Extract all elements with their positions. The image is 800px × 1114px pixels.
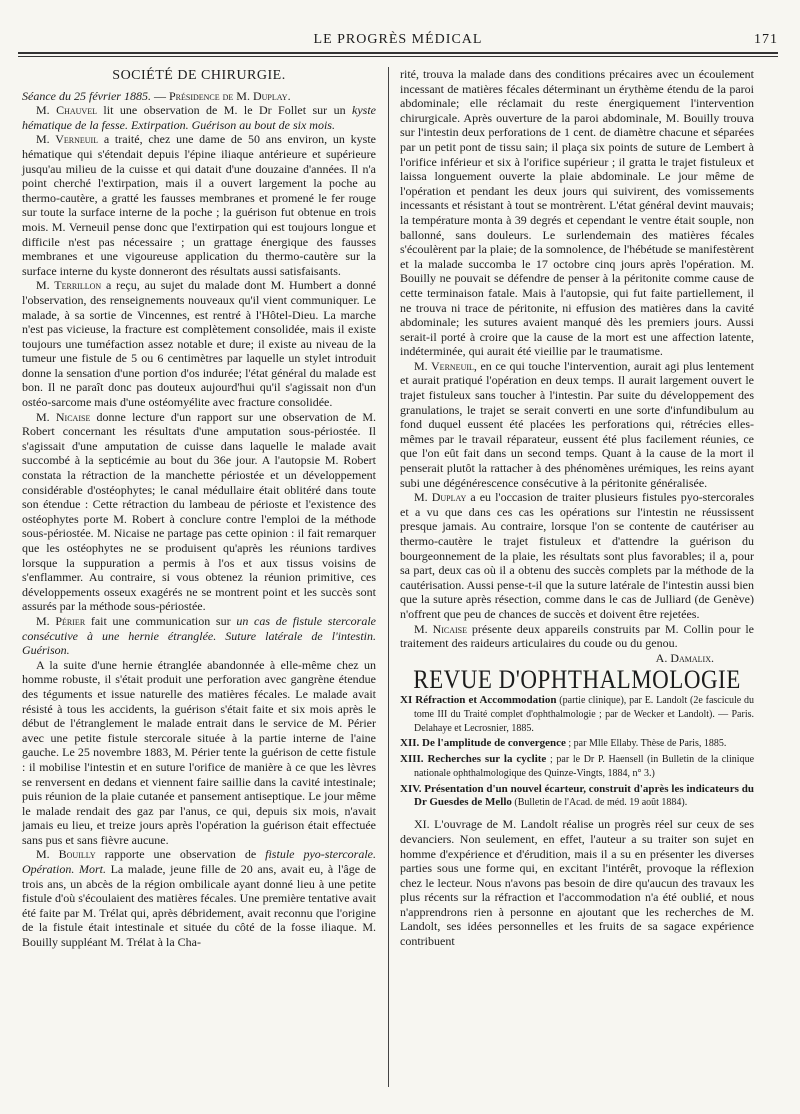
paragraph [22, 847, 376, 949]
case-title: un cas de fistule stercorale consécutive à une hernie étranglée. Suture latérale de l'intestin. Guérison. [22, 613, 376, 658]
speaker-name: M. Bouilly [36, 847, 96, 862]
session-date: Séance du 25 février 1885. [22, 88, 151, 103]
paragraph [400, 490, 754, 621]
journal-title: LE PROGRÈS MÉDICAL [313, 32, 483, 47]
reference-text: (partie clinique), par E. Landolt (2e fascicule du tome III du Traité complet d'ophthalmologie ; par de Wecker et Landolt). — Paris. Delahaye et Lecrosnier, 1885. [414, 694, 755, 734]
paragraph-text: a eu l'occasion de traiter plusieurs fistules pyo-stercorales et a vu que dans ces cas les opérations sur l'intestin ne réussissent presque jamais. Au contraire, lorsque l'on se contente de cautériser au thermo-cautère le trajet fistuleux et d'attendre la guérison du bourgeonnement de la plaie, les résultats sont plus favorables; il a, pour sa part, deux cas où il a obtenu des succès complets par la méthode de la cautérisation. Aussi pense-t-il que la suture latérale de l'intestin aussi bien que la suture après résection, comme dans le cas de Julliard (de Genève) n'offrent que peu de chances de succès et doivent être rejetées. [400, 490, 754, 621]
paragraph-text: a traité, chez une dame de 50 ans environ, un kyste hématique qui s'étendait depuis l'épine iliaque antérieure et supérieure jusqu'au milieu de la cuisse et qui datait d'une douzaine d'années. Il n'a point cherché l'extirpation, mais il a ouvert largement la poche au thermo-cautère, a gratté les fausses membranes et promené le fer rouge sur toute la surface interne de la poche ; la guérison fut obtenue en trois mois. M. Verneuil pense donc que l'extirpation qui est toujours longue et difficile n'est pas nécessaire ; un grattage énergique des fausses membranes et une vigoureuse application du thermo-cautère sur la surface interne du kyste donneront des résultats aussi satisfaisants. [22, 132, 376, 278]
page-header [18, 28, 778, 50]
section-title: SOCIÉTÉ DE CHIRURGIE. [112, 68, 286, 83]
paragraph [22, 614, 376, 658]
paragraph-text: , en ce qui touche l'intervention, aurait agi plus lentement et aurait pratiqué l'opération en deux temps. Il aurait largement ouvert le trajet fistuleux sans toucher à l'intestin. Par suite du développement des granulations, le trajet se serait converti en une sorte d'infundibulum au fond duquel eussent été placées les perforations qui, rétrécies elles-mêmes par le travail réparateur, eussent été plus facilement réunies, ce que l'on eût fait dans un second temps. Quant à la cause de la mort il penserait plutôt la rattacher à des phénomènes urémiques, les reins ayant subi une dégénérescence consécutive à la péritonite généralisée. [400, 358, 755, 490]
speaker-name: M. Nicaise [36, 409, 91, 424]
page-number: 171 [754, 32, 778, 47]
paragraph: XI. L'ouvrage de M. Landolt réalise un progrès réel sur ceux de ses devanciers. Non seulement, en effet, l'auteur a su traiter son sujet en homme d'expérience et d'érudition, mais il a su en présenter les diverses parties sous une forme qui, en excitant l'intérêt, provoque la réflexion chez le lecteur. Nous n'avons pas besoin de dire qu'aucun des travaux les plus récents sur la réfraction et l'accommodation n'a été oublié, et nous n'apprendrons rien à personne en ajoutant que les recherches de M. Landolt, ses idées personnelles et les fruits de sa sagace expérience contribuent [400, 817, 754, 949]
paragraph-text: présente deux appareils construits par M. Collin pour le traitement des raideurs articulaires du coude ou du genou. [400, 621, 754, 651]
right-column [400, 67, 754, 949]
paragraph-text: fait une communication sur [85, 613, 237, 628]
header-rule-thin [18, 56, 778, 57]
session-president: — Présidence de M. Duplay. [153, 88, 291, 103]
speaker-name: M. Duplay [414, 490, 467, 505]
revue-title: REVUE D'OPHTHALMOLOGIE [413, 665, 741, 695]
paragraph [400, 359, 754, 490]
reference-item [400, 694, 754, 735]
speaker-name: M. Verneuil [36, 132, 99, 147]
paragraph-text: rapporte une observation de [95, 847, 266, 862]
speaker-name: M. Terrillon [36, 278, 102, 293]
reference-item [400, 753, 754, 781]
speaker-name: M. Périer [36, 613, 86, 628]
reference-list [400, 694, 754, 809]
paragraph-text: a reçu, au sujet du malade dont M. Humbert a donné l'observation, des renseignements nouveaux qu'il vient communiquer. Le malade, à sa sortie de Vincennes, est rentré à l'Hôtel-Dieu. La marche n'est pas vicieuse, la fracture est complètement consolidée, mais il existe toujours une tuméfaction assez notable et dure; il existe au niveau de la tumeur une fistule de 5 ou 6 centimètres par laquelle un stylet introduit donne la sensation d'une portion d'os indurée; l'état général du malade est bon. Il ne paraît donc pas douteux aujourd'hui qu'il s'agissait non d'un ostéo-sarcome mais d'une ostéomyélite avec fracture consolidée. [22, 278, 376, 410]
case-title: fistule pyo-stercorale. Opération. Mort. [22, 847, 376, 877]
reference-text: ; par Mlle Ellaby. Thèse de Paris, 1885. [565, 738, 727, 750]
case-title: kyste hématique de la fesse. Extirpation. Guérison au bout de six mois. [22, 103, 376, 132]
reference-text: ; par le Dr P. Haensell (in Bulletin de la clinique nationale ophthalmologique des Quinze-Vingts, 1884, n° 3.) [414, 754, 755, 779]
paragraph [22, 103, 376, 132]
reference-head: XII. De l'amplitude de convergence [400, 737, 566, 750]
paragraph [22, 278, 376, 409]
signature: A. Damalix. [655, 650, 714, 665]
reference-text: (Bulletin de l'Acad. de méd. 19 août 1884). [511, 796, 688, 808]
paragraph [400, 622, 754, 651]
reference-head: XI Réfraction et Accommodation [400, 693, 557, 706]
paragraph: rité, trouva la malade dans des conditions précaires avec un écoulement incessant de matières fécales déterminant un érythème étendu de la paroi abdominale; elle réclamait du reste énergiquement l'intervention chirurgicale. Après ouverture de la paroi abdominale, M. Bouilly trouva sur l'intestin deux perforations de 1 cent. de diamètre chacune et séparées par un petit pont de tissu sain; il plaça six points de suture de Lembert à l'orifice inférieur et six à l'orifice supérieur ; il gratta le trajet fistuleux et laissa longuement ouverte la plaie abdominale. Le jour même de l'opération et pendant les deux jours qui suivirent, des vomissements incessants et résistant à tout se montrèrent. L'état général devint mauvais; la température monta à 39 degrés et cependant le ventre était souple, non ballonné, sans douleurs. Le surlendemain des matières fécales s'écoulèrent par la plaie; de la somnolence, de l'hébétude se manifestèrent et la malade succomba le 17 octobre cinq jours après l'opération. M. Bouilly ne pouvait se défendre de penser à la péritonite comme cause de cette terminaison fatale. Mais à l'autopsie, qui fut faite partiellement, il ne trouva ni trace de péritonite, ni effusion des matières dans la cavité abdominale; les sutures avaient manqué dès les premiers jours. Aussi serait-il porté à croire que la cause de la mort est une affection latente, indéterminée, qui aurait été vieillie par le traumatisme. [400, 67, 754, 359]
paragraph-text: La malade, jeune fille de 20 ans, avait eu, à l'âge de trois ans, un abcès de la région ombilicale ayant donné lieu à une petite fistule d'où s'écoulaient des matières fécales. Une première tentative avait été faite par M. Trélat qui, après débridement, avait reconnu que l'origine de la fistule était intestinale et située du côté de la fosse iliaque. M. Bouilly suppléant M. Trélat à la Cha- [22, 862, 376, 950]
speaker-name: M. Verneuil [414, 358, 474, 373]
reference-item [400, 783, 754, 810]
reference-head: XIV. Présentation d'un nouvel écarteur, construit d'après les indicateurs du Dr Guesdes de Mello [400, 782, 754, 808]
journal-page [18, 28, 778, 950]
speaker-name: M. Nicaise [414, 621, 468, 636]
paragraph [22, 410, 376, 614]
paragraph [22, 132, 376, 278]
paragraph-text: donne lecture d'un rapport sur une observation de M. Robert concernant les résultats d'une amputation sous-périostée. Il s'agissait d'une amputation de cuisse dans laquelle le malade avait succombé à la septicémie au bout du 36e jour. A l'autopsie M. Robert constata la rétraction de la manchette périostée et un développement considérable d'ostéophytes; le canal médullaire était oblitéré dans toute son étendue : Cette rétraction du lambeau de périoste et l'existence des ostéophytes porte M. Robert à conclure contre l'emploi de la méthode sous-périostée. M. Nicaise ne partage pas cette opinion : il fait remarquer que les ostéophytes ne se produisent qu'après les réunions tardives lorsque la suppuration a permis à l'os et aux tissus voisins de s'enflammer. Au contraire, si vous obtenez la réunion primitive, ces développements osseux exagérés ne se montrent point et les succès sont assurés par la méthode sous-périostée. [22, 409, 376, 614]
reference-head: XIII. Recherches sur la cyclite [400, 753, 547, 766]
speaker-name: M. Chauvel [36, 103, 97, 118]
reference-item [400, 737, 754, 751]
column-divider [388, 67, 389, 1087]
header-rule [18, 52, 778, 54]
left-column [22, 67, 376, 950]
paragraph-text: lit une observation de M. le Dr Follet sur un [97, 103, 353, 118]
paragraph: A la suite d'une hernie étranglée abandonnée à elle-même chez un homme robuste, il s'était produit une perforation avec gangrène étendue des téguments et issue naturelle des matières fécales. Le malade avait résisté à tous les accidents, la guérison s'était faite et six mois après le début de l'étranglement le malade entrait dans le service de M. Périer avec une petite fistule stercorale située à la partie interne de l'aine gauche. Le 25 novembre 1883, M. Périer tente la guérison de cette fistule : il mobilise l'intestin et en suture l'orifice de manière à ce que les lèvres se renversent en dedans et viennent faire saillie dans la cavité intestinale; puis réunion de la plaie cutanée et pansement antiseptique. Le jour même le malade rendait des gaz par l'anus, ce qui, depuis six mois, n'avait jamais eu lieu, et treize jours après l'opération la guérison était effectuée sans pus et sans fièvre aucune. [22, 657, 376, 847]
session-line [22, 89, 376, 104]
